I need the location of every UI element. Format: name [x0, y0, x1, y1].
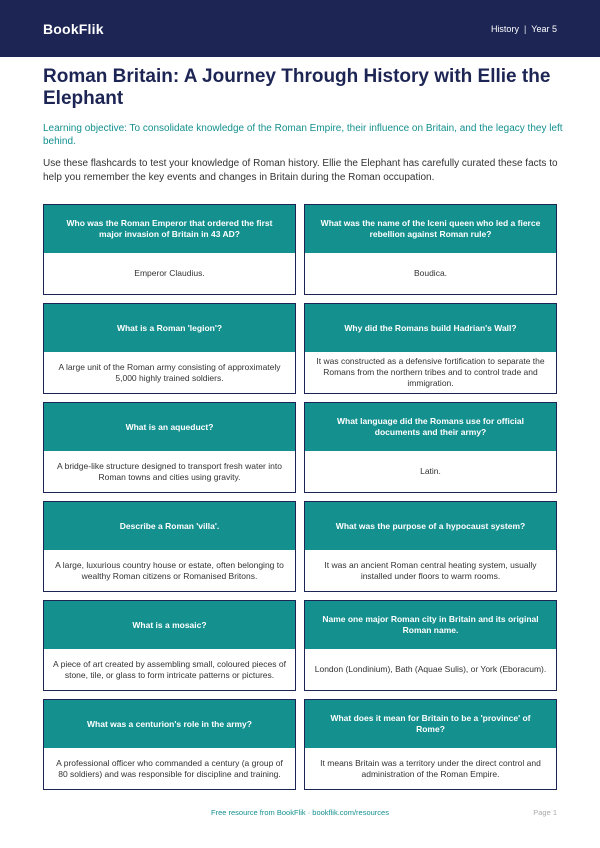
flashcard-answer: Emperor Claudius.: [134, 268, 205, 278]
intro-text: Use these flashcards to test your knowledge of Roman history. Ellie the Elephant has carefully curated these facts to help you remember the key events and changes in Britain during the Roman occupation.: [43, 158, 558, 183]
subject-label: History: [490, 23, 519, 34]
page-number: Page 1: [533, 808, 557, 817]
flashcard-answer: It means Britain was a territory under the direct control and administration of the Roman Empire.: [320, 757, 541, 779]
flashcard-answer: It was constructed as a defensive fortification to separate the Romans from the northern tribes and to control trade and immigration.: [316, 356, 545, 388]
flashcard-answer: A piece of art created by assembling small, coloured pieces of stone, tile, or glass to form intricate patterns or pictures.: [53, 658, 286, 680]
flashcard-question: What was the name of the Iceni queen who led a fierce rebellion against Roman rule?: [305, 205, 556, 253]
flashcard: [43, 501, 296, 592]
flashcard-question: What language did the Romans use for official documents and their army?: [305, 403, 556, 451]
flashcard: [43, 402, 296, 493]
flashcard: [304, 501, 557, 592]
footer-link[interactable]: Free resource from BookFlik · bookflik.com/resources: [211, 808, 389, 817]
flashcard-question: Why did the Romans build Hadrian's Wall?: [305, 304, 556, 352]
flashcard-answer: Latin.: [420, 466, 441, 476]
flashcard-question: What is an aqueduct?: [44, 403, 295, 451]
flashcard-answer: Boudica.: [413, 268, 448, 278]
flashcard: [43, 699, 296, 790]
flashcard-answer: It was an ancient Roman central heating system, usually installed under floors to warm rooms.: [324, 559, 537, 581]
flashcard: [304, 600, 557, 691]
flashcard-answer: A professional officer who commanded a century (a group of 80 soldiers) and was responsible for discipline and training.: [56, 757, 283, 779]
flashcard-question: What is a mosaic?: [44, 601, 295, 649]
flashcard: [304, 204, 557, 295]
flashcard-answer: A large unit of the Roman army consisting of approximately 5,000 highly trained soldiers.: [58, 361, 281, 383]
flashcard: [43, 600, 296, 691]
page-title: Roman Britain: A Journey Through History with Ellie the Elephant: [43, 66, 551, 109]
flashcard-question: What was a centurion's role in the army?: [44, 700, 295, 748]
flashcard-grid: [43, 204, 557, 790]
brand-logo[interactable]: BookFlik: [43, 20, 104, 37]
flashcard-question: What was the purpose of a hypocaust system?: [305, 502, 556, 550]
flashcard: [43, 204, 296, 295]
flashcard-answer: London (Londinium), Bath (Aquae Sulis), or York (Eboracum).: [314, 664, 547, 674]
flashcard-answer: A large, luxurious country house or estate, often belonging to wealthy Roman citizens or Romanised Britons.: [55, 559, 284, 581]
header-bar: [0, 0, 600, 57]
flashcard-question: Name one major Roman city in Britain and its original Roman name.: [305, 601, 556, 649]
flashcard: [304, 699, 557, 790]
flashcard: [304, 303, 557, 394]
level-label: Year 5: [531, 23, 557, 34]
flashcard: [304, 402, 557, 493]
meta-separator: |: [523, 23, 527, 34]
flashcard-answer: A bridge-like structure designed to transport fresh water into Roman towns and cities using gravity.: [57, 460, 282, 482]
flashcard-question: Describe a Roman 'villa'.: [44, 502, 295, 550]
flashcard-question: What does it mean for Britain to be a 'province' of Rome?: [305, 700, 556, 748]
flashcard-question: Who was the Roman Emperor that ordered the first major invasion of Britain in 43 AD?: [44, 205, 295, 253]
subject-level: [491, 24, 557, 34]
flashcard: [43, 303, 296, 394]
flashcard-question: What is a Roman 'legion'?: [44, 304, 295, 352]
learning-objective: Learning objective: To consolidate knowledge of the Roman Empire, their influence on Britain, and the legacy they left behind.: [43, 123, 563, 147]
